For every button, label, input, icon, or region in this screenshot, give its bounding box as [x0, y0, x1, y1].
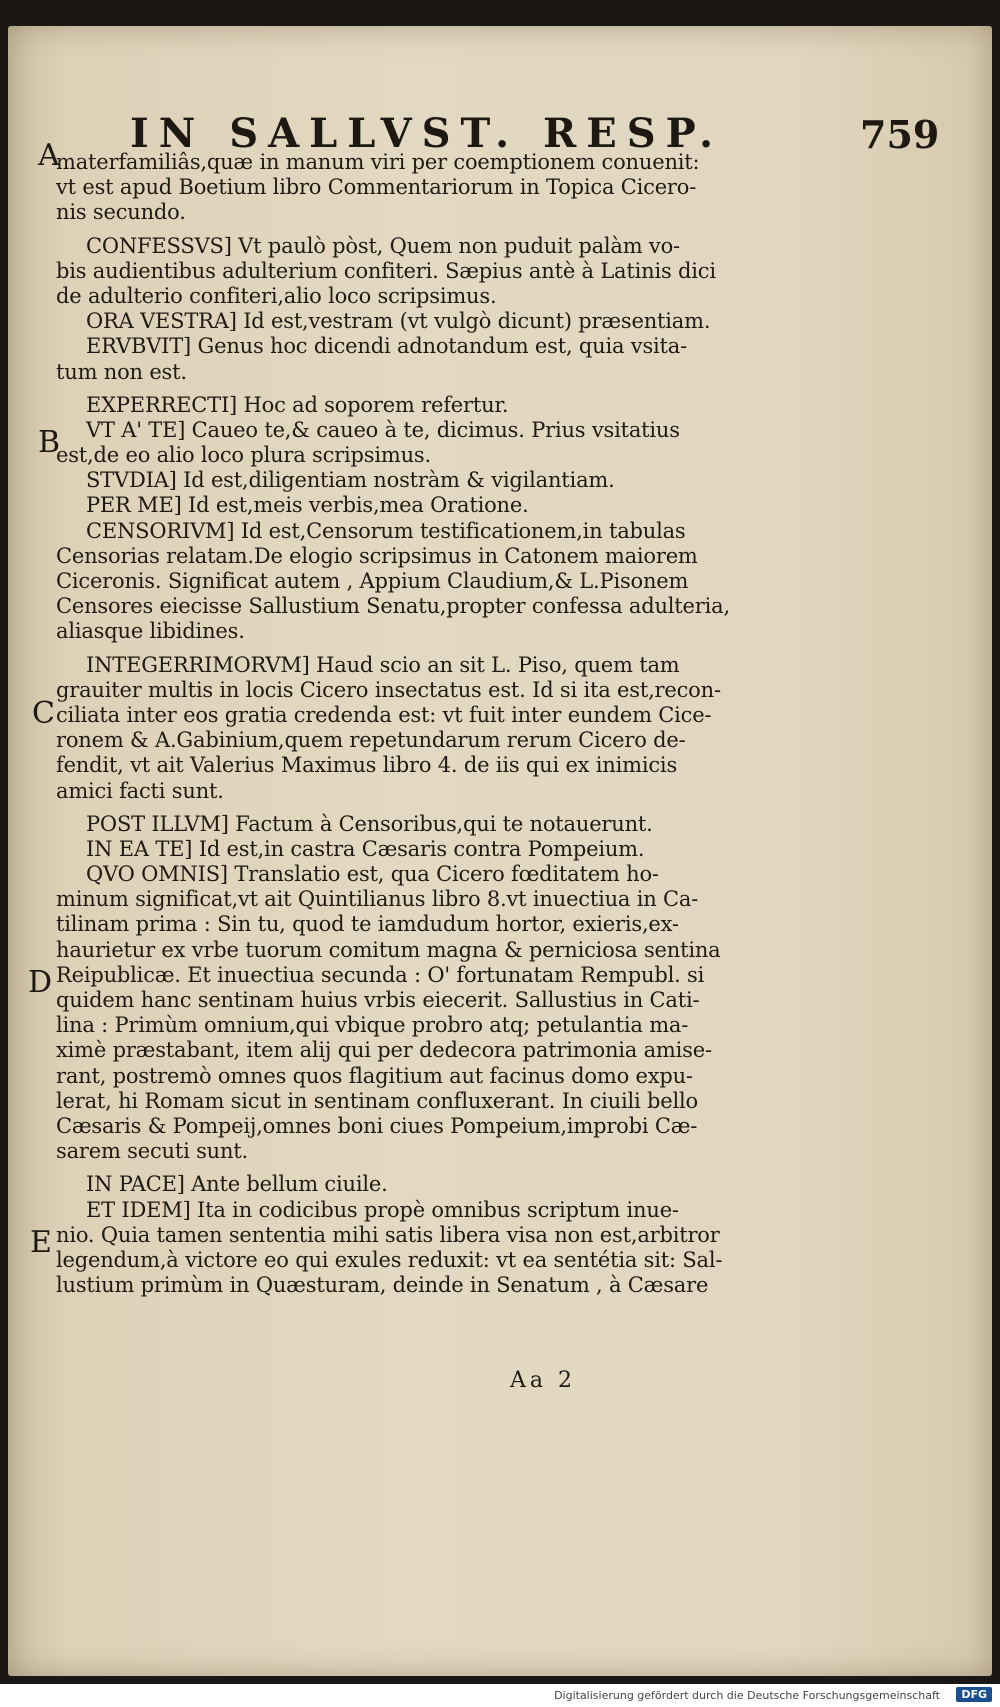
text-line: CONFESSVS] Vt paulò pòst, Quem non puduit palàm vo-	[86, 233, 680, 258]
text-line: QVO OMNIS] Translatio est, qua Cicero fœditatem ho-	[86, 862, 659, 887]
text-line: Ciceronis. Significat autem , Appium Claudium,& L.Pisonem	[56, 569, 689, 593]
text-line: Censorias relatam.De elogio scripsimus in Catonem maiorem	[56, 543, 698, 568]
text-line: vt est apud Boetium libro Commentariorum in Topica Cicero-	[56, 175, 697, 200]
paragraph-gap	[56, 645, 736, 653]
text-line: Reipublicæ. Et inuectiua secunda : O' fortunatam Rempubl. si	[56, 962, 705, 987]
text-line: nis secundo.	[56, 200, 186, 225]
text-line: amici facti sunt.	[56, 778, 224, 803]
text-line: lerat, hi Romam sicut in sentinam confluxerant. In ciuili bello	[56, 1088, 698, 1113]
text-line: STVDIA] Id est,diligentiam nostràm & vigilantiam.	[86, 468, 615, 493]
text-line: EXPERRECTI] Hoc ad soporem refertur.	[86, 392, 509, 417]
running-title: IN SALLVST. RESP.	[130, 110, 724, 157]
text-line: Censores eiecisse Sallustium Senatu,propter confessa adulteria,	[56, 594, 730, 619]
signature-mark: Aa 2	[510, 1368, 576, 1393]
text-line: est,de eo alio loco plura scripsimus.	[56, 443, 431, 468]
text-line: fendit, vt ait Valerius Maximus libro 4. de iis qui ex inimicis	[56, 753, 678, 778]
paragraph-gap	[56, 1164, 736, 1172]
text-line: rant, postremò omnes quos flagitium aut facinus domo expu-	[56, 1063, 693, 1088]
footer-credit: Digitalisierung gefördert durch die Deutsche Forschungsgemeinschaft	[554, 1689, 940, 1702]
text-line: tum non est.	[56, 359, 187, 384]
text-line: grauiter multis in locis Cicero insectatus est. Id si ita est,recon-	[56, 677, 721, 702]
text-line: lina : Primùm omnium,qui vbique probro atq; petulantia ma-	[56, 1013, 689, 1038]
margin-letter-d: D	[28, 965, 53, 1000]
margin-letter-c: C	[32, 696, 55, 731]
text-line: materfamiliâs,quæ in manum viri per coemptionem conuenit:	[56, 150, 700, 174]
text-line: quidem hanc sentinam huius vrbis eiecerit. Sallustius in Cati-	[56, 988, 700, 1012]
text-line: ronem & A.Gabinium,quem repetundarum rerum Cicero de-	[56, 728, 686, 753]
text-line: CENSORIVM] Id est,Censorum testificationem,in tabulas	[86, 518, 686, 543]
page-number: 759	[860, 112, 940, 157]
page-text	[56, 150, 736, 1298]
text-line: minum significat,vt ait Quintilianus libro 8.vt inuectiua in Ca-	[56, 887, 699, 912]
margin-letter-e: E	[30, 1225, 52, 1260]
paragraph-gap	[56, 804, 736, 812]
text-line: INTEGERRIMORVM] Haud scio an sit L. Piso, quem tam	[86, 652, 680, 677]
text-line: bis audientibus adulterium confiteri. Sæpius antè à Latinis dici	[56, 258, 716, 283]
text-line: ET IDEM] Ita in codicibus propè omnibus scriptum inue-	[86, 1197, 679, 1222]
text-line: IN PACE] Ante bellum ciuile.	[86, 1172, 388, 1197]
text-line: ORA VESTRA] Id est,vestram (vt vulgò dicunt) præsentiam.	[86, 309, 711, 334]
text-line: IN EA TE] Id est,in castra Cæsaris contra Pompeium.	[86, 836, 645, 861]
text-line: PER ME] Id est,meis verbis,mea Oratione.	[86, 493, 529, 518]
text-line: tilinam prima : Sin tu, quod te iamdudum hortor, exieris,ex-	[56, 912, 679, 937]
text-line: ximè præstabant, item alij qui per dedecora patrimonia amise-	[56, 1038, 712, 1063]
text-line: POST ILLVM] Factum à Censoribus,qui te notauerunt.	[86, 811, 653, 836]
dfg-logo: DFG	[956, 1687, 992, 1702]
text-line: haurietur ex vrbe tuorum comitum magna & perniciosa sentina	[56, 937, 721, 962]
paragraph-gap	[56, 226, 736, 234]
text-line: legendum,à victore eo qui exules reduxit: vt ea sentétia sit: Sal-	[56, 1247, 723, 1272]
text-line: aliasque libidines.	[56, 619, 245, 644]
margin-letter-a: A	[38, 138, 60, 173]
text-line: VT A' TE] Caueo te,& caueo à te, dicimus. Prius vsitatius	[86, 417, 680, 442]
text-line: de adulterio confiteri,alio loco scripsimus.	[56, 283, 497, 308]
digitization-footer	[0, 1684, 1000, 1707]
text-line: lustium primùm in Quæsturam, deinde in Senatum , à Cæsare	[56, 1273, 709, 1298]
text-line: ERVBVIT] Genus hoc dicendi adnotandum est, quia vsita-	[86, 334, 687, 359]
text-line: Cæsaris & Pompeij,omnes boni ciues Pompeium,improbi Cæ-	[56, 1113, 698, 1138]
margin-letter-b: B	[38, 425, 61, 460]
text-line: sarem secuti sunt.	[56, 1139, 249, 1164]
paragraph-gap	[56, 385, 736, 393]
text-line: nio. Quia tamen sententia mihi satis libera visa non est,arbitror	[56, 1222, 720, 1247]
text-line: ciliata inter eos gratia credenda est: vt fuit inter eundem Cice-	[56, 702, 712, 727]
